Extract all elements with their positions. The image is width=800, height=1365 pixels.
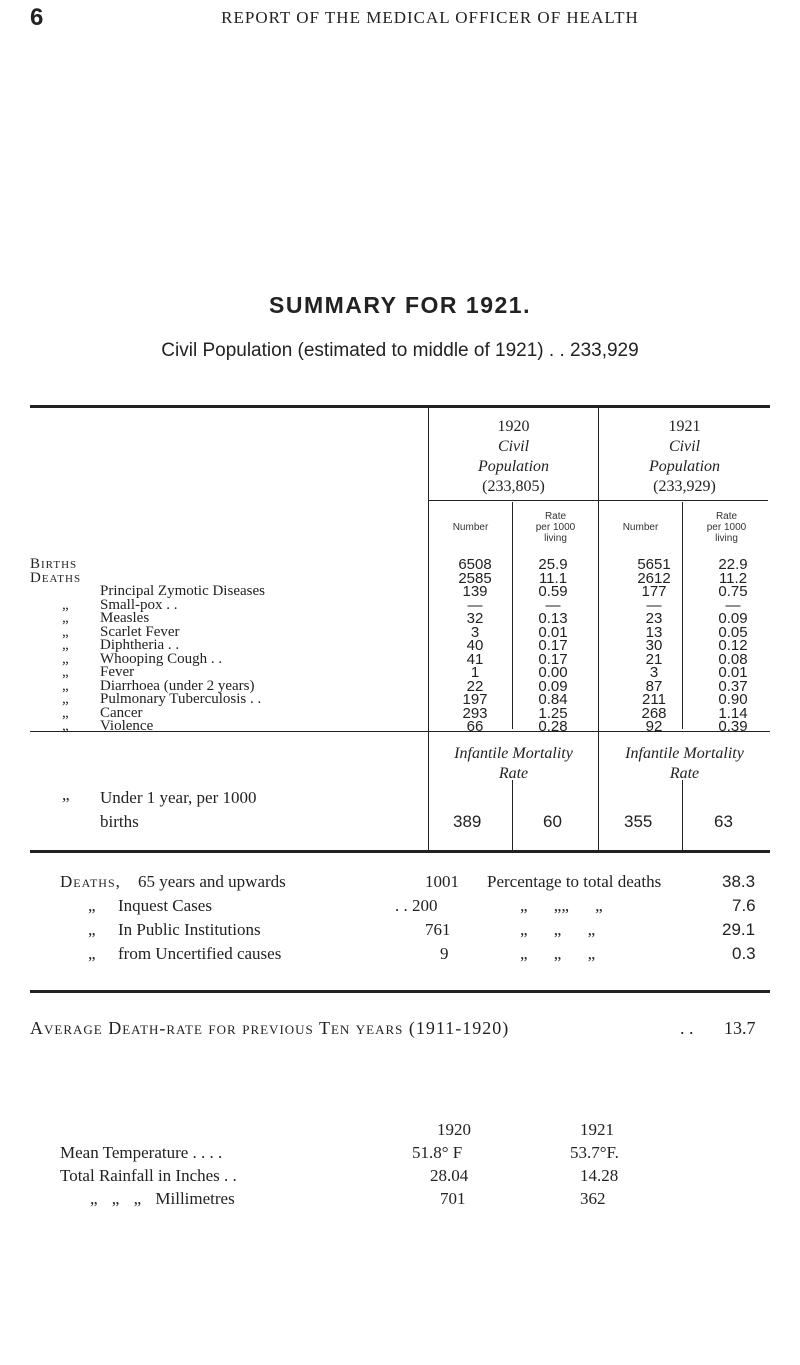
stat-note: „ „ „ <box>520 944 596 963</box>
ditto-mark: „ <box>62 610 69 626</box>
rate-1920: 25.9 <box>538 556 568 573</box>
number-1920: 66 <box>466 718 484 735</box>
number-1920: 32 <box>466 610 484 627</box>
number-1921: 268 <box>641 704 667 722</box>
row-label: Scarlet Fever <box>100 623 180 640</box>
infant-n-1921: 355 <box>624 812 653 831</box>
ditto-mark: „ <box>62 596 69 613</box>
climate-label: „ „ „ Millimetres <box>90 1189 235 1208</box>
rate-1920: 0.28 <box>538 718 568 735</box>
stat-percentage: 38.3 <box>722 872 756 891</box>
infant-header-1921: Infantile Mortality Rate <box>625 745 744 782</box>
climate-1920: 28.04 <box>430 1166 469 1185</box>
ditto-mark: „ <box>62 637 69 653</box>
row-label: Pulmonary Tuberculosis . . <box>100 691 262 707</box>
number-1920: 3 <box>470 623 480 641</box>
climate-1920: 51.8° F <box>412 1143 463 1162</box>
ditto-mark: „ <box>62 718 69 734</box>
page-number: 6 <box>30 4 44 31</box>
ditto-mark: „ <box>62 677 69 694</box>
row-label: Measles <box>100 610 150 626</box>
number-1921: 87 <box>645 677 663 695</box>
rate-1920: 0.84 <box>538 691 568 708</box>
rate-1921: 0.90 <box>718 691 748 708</box>
row-label: Violence <box>100 718 154 734</box>
number-1921: 177 <box>641 583 667 600</box>
rate-1920: 0.09 <box>538 677 568 695</box>
population-subtitle: Civil Population (estimated to middle of 1921) . . 233,929 <box>161 340 639 361</box>
rate-1920: 1.25 <box>538 704 568 722</box>
row-label: Diarrhoea (under 2 years) <box>100 677 255 694</box>
table-header-rule <box>428 500 768 501</box>
stat-prefix: „ <box>88 920 96 939</box>
rate-1920: 0.17 <box>538 650 568 668</box>
infant-prefix: „ <box>62 785 70 804</box>
infant-n-1920: 389 <box>453 812 482 831</box>
infant-vline-1921 <box>682 780 683 850</box>
rate-1920: 0.17 <box>538 637 568 654</box>
average-death-rate-label: Average Death-rate for previous Ten years (1911-1920) <box>30 1018 510 1038</box>
row-label: Fever <box>100 664 135 680</box>
number-1920: 197 <box>462 691 488 708</box>
number-1921: 2612 <box>637 569 671 587</box>
number-1921: 5651 <box>637 556 671 573</box>
infant-rate-1921: 63 <box>714 812 733 831</box>
row-label: Whooping Cough . . <box>100 650 223 667</box>
stat-note: „ „„ „ <box>520 896 603 915</box>
rate-1920: 11.1 <box>538 569 568 587</box>
stats-bottom-rule <box>30 990 770 993</box>
running-head: REPORT OF THE MEDICAL OFFICER OF HEALTH <box>221 8 639 27</box>
ditto-mark: „ <box>62 664 69 680</box>
infant-header-1920: Infantile Mortality Rate <box>454 745 573 782</box>
number-1921: 13 <box>645 623 663 641</box>
number-1921: 23 <box>645 610 663 627</box>
number-1920: 41 <box>466 650 484 668</box>
climate-1921: 362 <box>580 1189 606 1208</box>
climate-1920: 701 <box>440 1189 466 1208</box>
climate-1921: 14.28 <box>580 1166 619 1185</box>
number-1920: 40 <box>466 637 484 654</box>
stat-prefix: Deaths, <box>60 872 121 891</box>
number-1921: 92 <box>645 718 663 735</box>
climate-label: Total Rainfall in Inches . . <box>60 1166 237 1185</box>
stat-percentage: 29.1 <box>722 920 756 939</box>
row-label: Diphtheria . . <box>100 637 180 653</box>
table-bottom-rule <box>30 850 770 853</box>
number-1921: 211 <box>642 691 666 708</box>
rate-1921: 0.01 <box>718 664 748 681</box>
year-header-1920: 1920 Civil Population (233,805) <box>477 418 550 495</box>
stat-percentage: 7.6 <box>732 896 756 915</box>
stat-note: Percentage to total deaths <box>487 872 662 891</box>
rate-1920: 0.13 <box>538 610 568 627</box>
stat-value: 9 <box>440 944 449 963</box>
average-death-rate-dots: . . <box>680 1018 694 1038</box>
rate-1921: 22.9 <box>718 556 748 573</box>
year-header-1921: 1921 Civil Population (233,929) <box>648 418 721 495</box>
row-label: Deaths <box>30 569 82 586</box>
stat-value: . . 200 <box>395 896 438 915</box>
number-1921: 3 <box>649 664 659 681</box>
ditto-mark: „ <box>62 704 69 721</box>
climate-label: Mean Temperature . . . . <box>60 1143 223 1162</box>
climate-year-1921: 1921 <box>580 1120 614 1139</box>
infant-label-1: Under 1 year, per 1000 <box>100 788 257 807</box>
stat-prefix: „ <box>88 896 96 915</box>
rate-1920: 0.01 <box>538 623 568 641</box>
ditto-mark: „ <box>62 623 69 640</box>
stat-note: „ „ „ <box>520 920 596 939</box>
row-label: Births <box>30 556 78 572</box>
number-1920: 2585 <box>458 569 492 587</box>
number-1920: 139 <box>462 583 488 600</box>
row-label: Principal Zymotic Diseases <box>100 583 265 599</box>
stat-percentage: 0.3 <box>732 944 756 963</box>
number-1921: 21 <box>645 650 663 668</box>
average-death-rate-value: 13.7 <box>724 1018 756 1038</box>
number-1921: 30 <box>645 637 663 654</box>
stat-prefix: „ <box>88 944 96 963</box>
col-number-1920: Number <box>452 522 489 533</box>
rate-1921: — <box>725 596 741 614</box>
rate-1921: 1.14 <box>718 704 748 722</box>
rate-1920: 0.59 <box>538 583 568 600</box>
col-number-1921: Number <box>622 522 659 533</box>
stat-label: from Uncertified causes <box>118 944 282 963</box>
climate-1921: 53.7°F. <box>570 1143 619 1162</box>
infant-label-2: births <box>100 812 139 831</box>
stat-value: 1001 <box>425 872 459 891</box>
col-rate-1920: Rate per 1000 living <box>535 511 576 544</box>
table-top-rule <box>30 405 770 408</box>
number-1921: — <box>646 596 662 614</box>
climate-year-1920: 1920 <box>437 1120 471 1139</box>
rate-1920: — <box>545 596 561 614</box>
col-rate-1921: Rate per 1000 living <box>706 511 747 544</box>
rate-1921: 11.2 <box>718 569 748 587</box>
rate-1921: 0.09 <box>718 610 748 627</box>
number-1920: 6508 <box>458 556 492 573</box>
rate-1921: 0.05 <box>718 623 748 641</box>
page-title: SUMMARY FOR 1921. <box>269 292 531 318</box>
infant-vline-1920 <box>512 780 513 850</box>
stat-value: 761 <box>425 920 451 939</box>
rate-1921: 0.39 <box>718 718 748 735</box>
rate-1920: 0.00 <box>538 664 568 681</box>
rate-1921: 0.12 <box>718 637 748 654</box>
rate-1921: 0.75 <box>718 583 748 600</box>
ditto-mark: „ <box>62 650 69 667</box>
infant-rate-1920: 60 <box>543 812 562 831</box>
rate-1921: 0.08 <box>718 650 748 668</box>
stat-label: 65 years and upwards <box>138 872 286 891</box>
stat-label: Inquest Cases <box>118 896 212 915</box>
number-1920: 293 <box>462 704 488 722</box>
row-label: Cancer <box>100 704 143 721</box>
number-1920: 22 <box>466 677 484 695</box>
row-label: Small-pox . . <box>100 596 178 613</box>
ditto-mark: „ <box>62 691 69 707</box>
table-row <box>30 718 770 740</box>
stat-label: In Public Institutions <box>118 920 261 939</box>
number-1920: — <box>467 596 483 614</box>
number-1920: 1 <box>470 664 480 681</box>
rate-1921: 0.37 <box>718 677 748 695</box>
